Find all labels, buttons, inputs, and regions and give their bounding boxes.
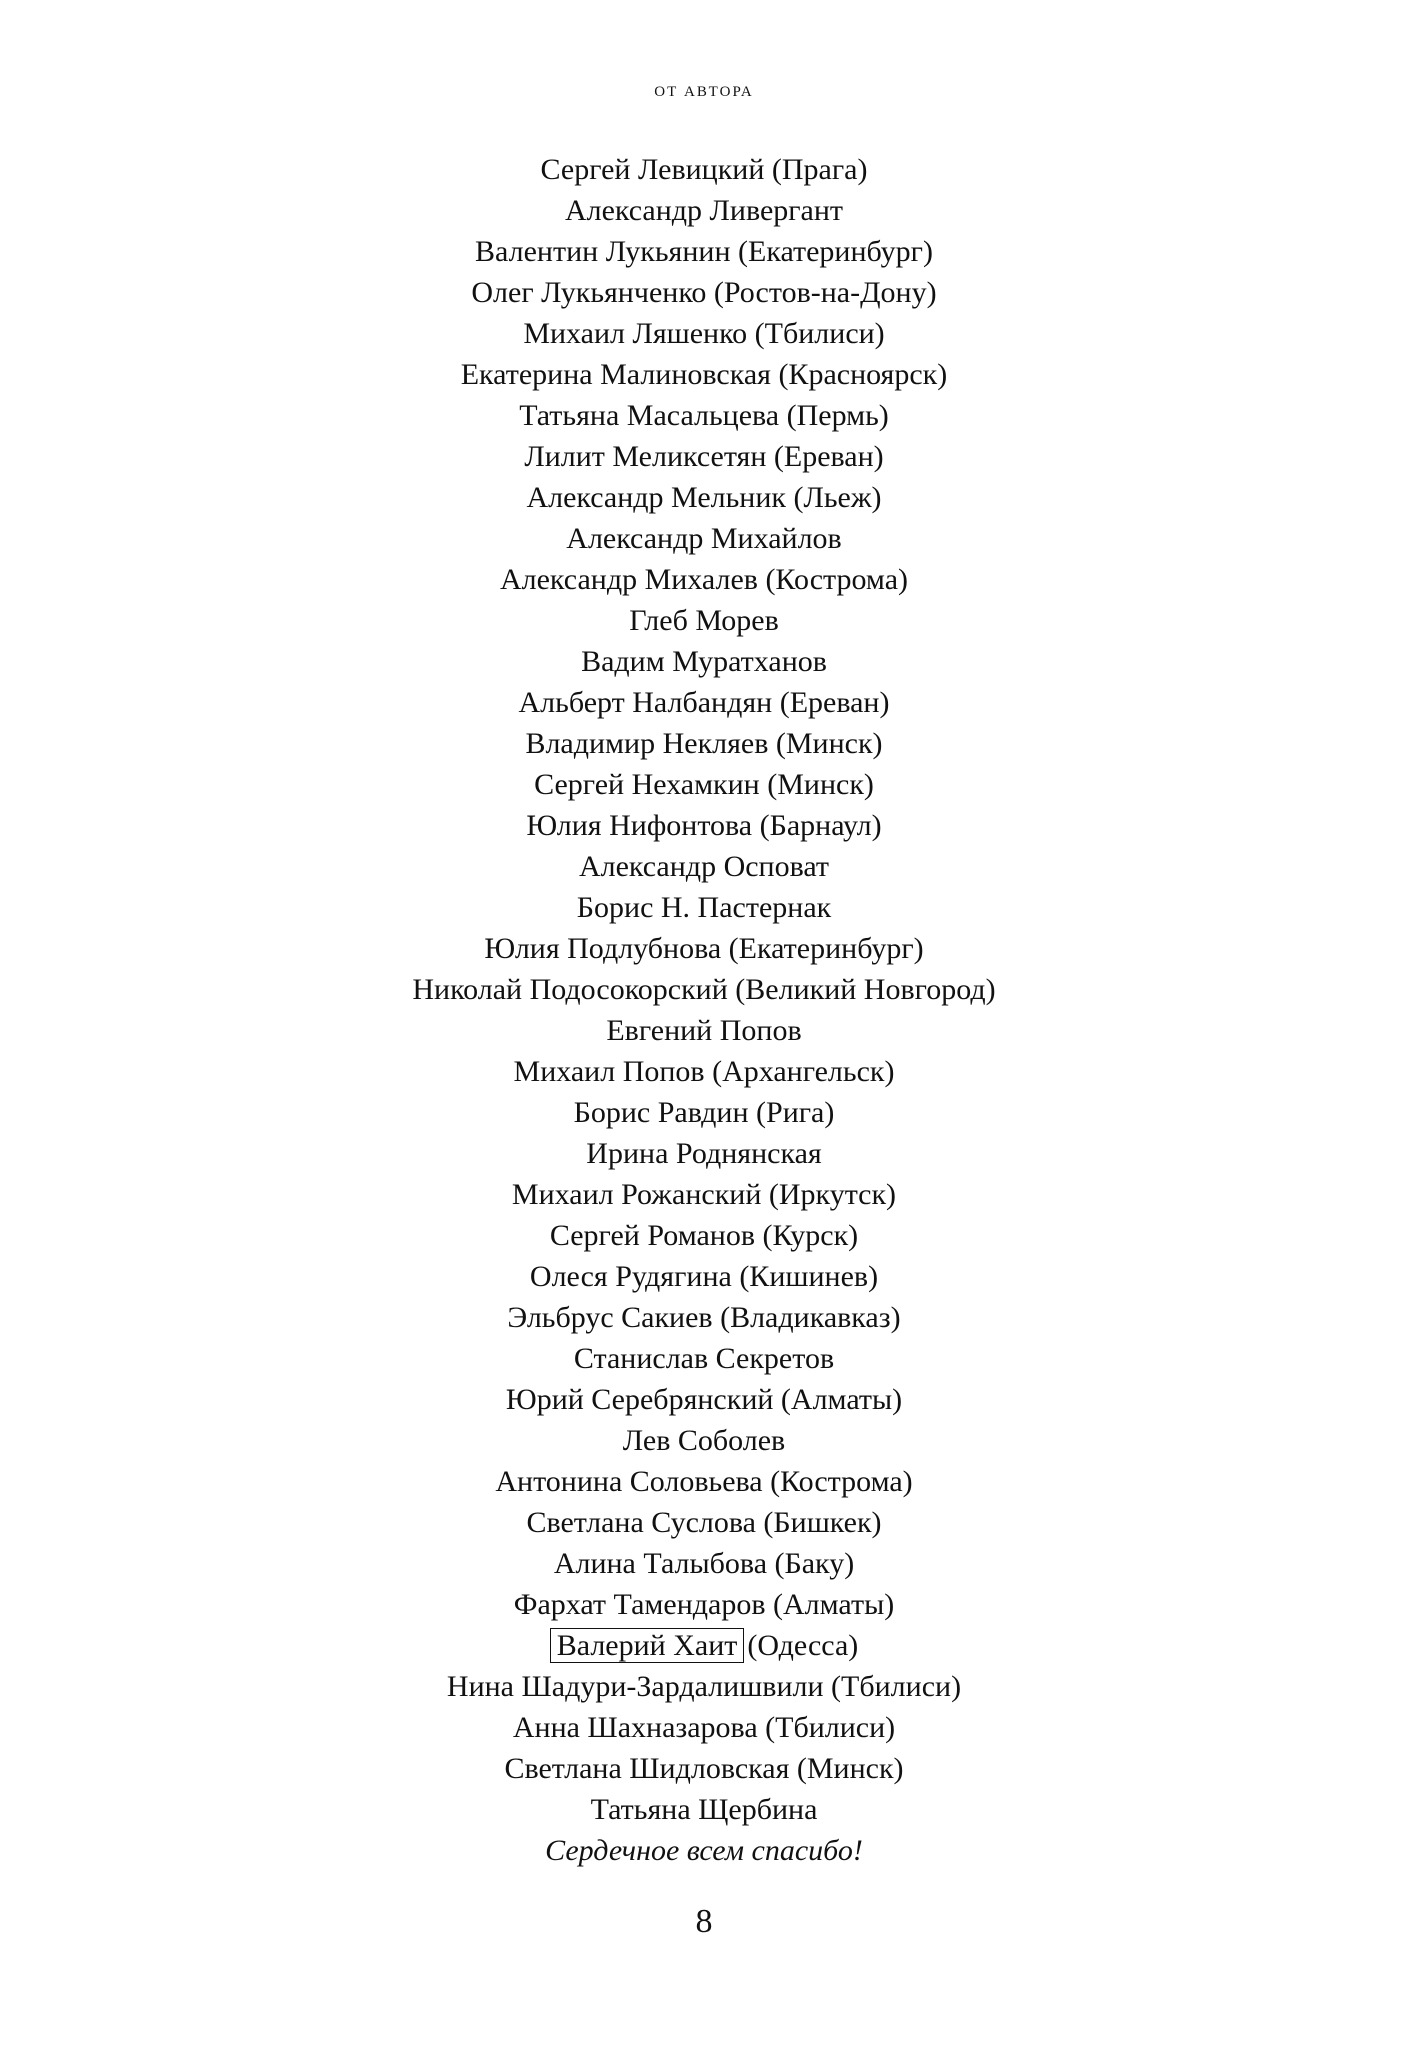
list-item: Станислав Секретов (573, 1342, 835, 1375)
list-item: Александр Михалев (Кострома) (499, 563, 909, 596)
list-item: Татьяна Щербина (590, 1793, 818, 1826)
list-item: Эльбрус Сакиев (Владикавказ) (507, 1301, 901, 1334)
highlighted-city: (Одесса) (747, 1629, 859, 1662)
highlighted-list-item (0, 1625, 1408, 1666)
list-item: Валентин Лукьянин (Екатеринбург) (475, 235, 933, 268)
list-item: Борис Н. Пастернак (576, 891, 832, 924)
list-item: Евгений Попов (606, 1014, 802, 1047)
list-item: Михаил Ляшенко (Тбилиси) (523, 317, 885, 350)
list-item: Алина Талыбова (Баку) (553, 1547, 855, 1580)
list-item: Александр Ливергант (564, 194, 844, 227)
acknowledgements-list (0, 149, 1408, 1871)
list-item: Вадим Муратханов (581, 645, 827, 678)
list-item: Сергей Нехамкин (Минск) (534, 768, 874, 801)
list-item: Николай Подосокорский (Великий Новгород) (412, 973, 996, 1006)
list-item: Лев Соболев (622, 1424, 786, 1457)
list-item: Александр Михайлов (566, 522, 842, 555)
list-item: Юлия Нифонтова (Барнаул) (526, 809, 882, 842)
list-item: Юлия Подлубнова (Екатеринбург) (484, 932, 924, 965)
list-item: Александр Мельник (Льеж) (526, 481, 882, 514)
list-item: Светлана Суслова (Бишкек) (526, 1506, 882, 1539)
list-item: Олеся Рудягина (Кишинев) (529, 1260, 879, 1293)
list-item: Лилит Меликсетян (Ереван) (524, 440, 884, 473)
list-item: Михаил Попов (Архангельск) (513, 1055, 895, 1088)
list-item: Светлана Шидловская (Минск) (504, 1752, 904, 1785)
list-item: Екатерина Малиновская (Красноярск) (460, 358, 948, 391)
list-item: Татьяна Масальцева (Пермь) (519, 399, 889, 432)
list-item: Юрий Серебрянский (Алматы) (505, 1383, 903, 1416)
list-item: Анна Шахназарова (Тбилиси) (512, 1711, 896, 1744)
list-item: Ирина Роднянская (586, 1137, 822, 1170)
list-item: Антонина Соловьева (Кострома) (495, 1465, 913, 1498)
list-item: Альберт Налбандян (Ереван) (518, 686, 890, 719)
closing-thanks: Сердечное всем спасибо! (545, 1834, 863, 1867)
list-item: Олег Лукьянченко (Ростов-на-Дону) (471, 276, 937, 309)
running-head: ОТ АВТОРА (654, 84, 754, 100)
highlighted-name-box[interactable]: Валерий Хаит (550, 1628, 745, 1663)
list-item: Фархат Тамендаров (Алматы) (513, 1588, 895, 1621)
list-item: Александр Осповат (578, 850, 830, 883)
list-item: Владимир Некляев (Минск) (525, 727, 883, 760)
page-number: 8 (695, 1903, 713, 1940)
list-item: Михаил Рожанский (Иркутск) (511, 1178, 897, 1211)
list-item: Глеб Морев (629, 604, 779, 637)
list-item: Сергей Романов (Курск) (549, 1219, 859, 1252)
list-item: Нина Шадури-Зардалишвили (Тбилиси) (446, 1670, 962, 1703)
list-item: Сергей Левицкий (Прага) (540, 153, 868, 186)
list-item: Борис Равдин (Рига) (573, 1096, 835, 1129)
